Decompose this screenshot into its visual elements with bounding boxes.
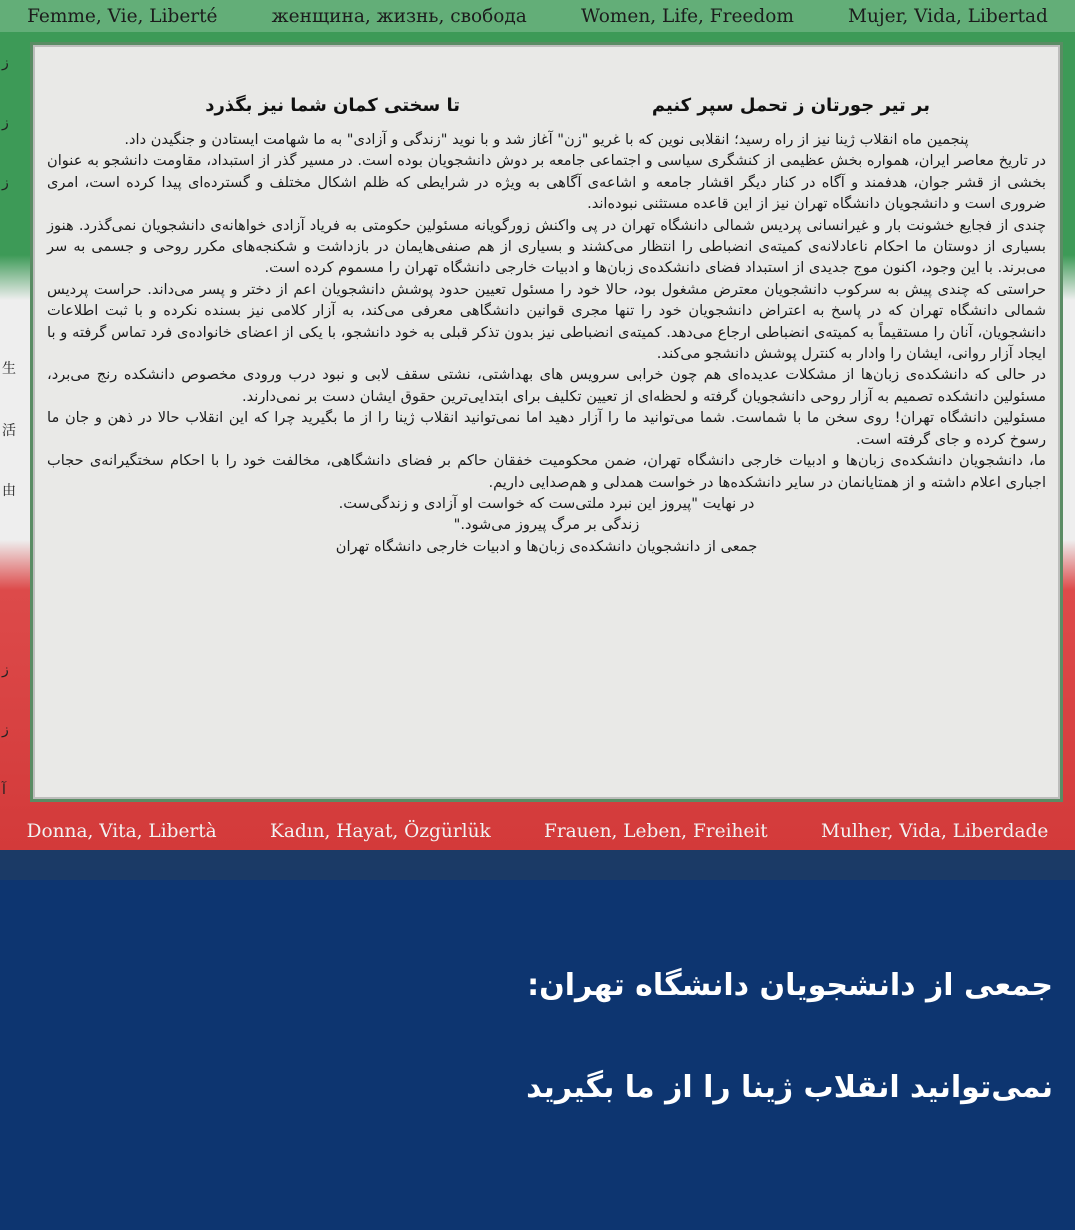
- slogan-russian: женщина, жизнь, свобода: [271, 5, 527, 27]
- side-char: ز: [2, 662, 9, 678]
- poem-hemistich-2: تا سختی کمان شما نیز بگذرد: [205, 95, 460, 116]
- side-slogan-left: [0, 40, 22, 820]
- paragraph: حراستی که چندی پیش به سرکوب دانشجویان معترض مشغول بود، حالا خود را مسئول تعیین حدود پوشش دانشجویان اعم از دختر و پسر می‌داند. حراست پردیس شمالی دانشگاه تهران که در پاسخ به اعتراض دانشجویان خود را تنها مجری قوانین دانشگاهی معرفی می‌کند، به آزار کلامی نیز بسنده نکرده و با ثبت اطلاعات دانشجویان، آنان را مستقیماً به کمیته‌ی انضباطی ارجاع می‌دهد. کمیته‌ی انضباطی نیز بدون تذکر قبلی به خود دانشجو، با یکی از اعضای خانواده‌ی فرد تماس گرفته و با ایجاد آزار روانی، ایشان را وادار به کنترل پوشش دانشجو می‌کند.: [47, 280, 1046, 363]
- banner-divider: [0, 850, 1075, 880]
- side-char: آ: [2, 782, 6, 798]
- side-char: ز: [2, 55, 9, 71]
- headline-banner: [0, 850, 1075, 1230]
- signature: جمعی از دانشجویان دانشکده‌ی زبان‌ها و ادبیات خارجی دانشگاه تهران: [335, 537, 758, 555]
- closing-line: در نهایت "پیروز این نبرد ملتی‌ست که خواست او آزادی و زندگی‌ست.: [338, 494, 755, 512]
- paragraph: ما، دانشجویان دانشکده‌ی زبان‌ها و ادبیات خارجی دانشگاه تهران، ضمن محکومیت خفقان حاکم بر فضای دانشگاهی، مخالفت خود را با احکام سختگیرانه‌ی حجاب اجباری اعلام داشته و از همتایانمان در سایر دانشکده‌ها در خواست همدلی و هم‌صدایی داریم.: [47, 452, 1046, 491]
- slogan-spanish: Mujer, Vida, Libertad: [848, 5, 1048, 27]
- intro-paragraph: پنجمین ماه انقلاب ژینا نیز از راه رسید؛ انقلابی نوین که با غریو "زن" آغاز شد و با نوید "زندگی و آزادی" به ما شهامت ایستادن و جنگیدن داد.: [124, 131, 969, 148]
- slogan-strip-top: [0, 0, 1075, 32]
- slogan-portuguese: Mulher, Vida, Liberdade: [821, 820, 1049, 842]
- closing-line: زندگی بر مرگ پیروز می‌شود.": [453, 516, 640, 534]
- paragraph: در حالی که دانشکده‌ی زبان‌ها از مشکلات عدیده‌ای هم چون خرابی سرویس های بهداشتی، نشتی سقف لابی و نبود درب ورودی مخصوص دانشکده رنج می‌برد، مسئولین دانشکده تصمیم به آزار روحی دانشجویان گرفته و لحظه‌ای از تعیین تکلیف برای ابتدایی‌ترین حقوق ایشان دست بر نمی‌دارند.: [47, 366, 1046, 405]
- paragraph: در تاریخ معاصر ایران، همواره بخش عظیمی از کنشگری سیاسی و اجتماعی جامعه بر دوش دانشجویان بوده است. در مسیر گذر از استبداد، مقاومت دانشجو به عنوان بخشی از قشر جوان، هدفمند و آگاه در کنار دیگر اقشار جامعه و اشاعه‌ی آگاهی به ویژه در شرایطی که ظلم اشکال مختلف و گسترده‌ای پیدا کرده است، امری ضروری است و دانشجویان دانشگاه تهران نیز از این قاعده مستثنی نبوده‌اند.: [47, 152, 1046, 213]
- headline-line-2: نمی‌توانید انقلاب ژینا را از ما بگیرید: [526, 1070, 1053, 1105]
- paragraph: مسئولین دانشگاه تهران! روی سخن ما با شماست. شما می‌توانید ما را آزار دهید اما نمی‌توانید انقلاب ژینا را از ما بگیرید چرا که این انقلاب حالا در ذهن و جان ما رسوخ کرده و جای گرفته است.: [47, 409, 1046, 448]
- slogan-german: Frauen, Leben, Freiheit: [544, 820, 768, 842]
- slogan-english: Women, Life, Freedom: [580, 5, 794, 27]
- slogan-strip-bottom: [0, 815, 1075, 847]
- headline-line-1: جمعی از دانشجویان دانشگاه تهران:: [527, 968, 1053, 1003]
- side-char: ز: [2, 175, 9, 191]
- side-char: 活: [2, 423, 16, 439]
- statement-body: [47, 129, 1046, 557]
- side-char: 由: [2, 483, 16, 499]
- side-char: 生: [2, 361, 16, 377]
- poem-verse: [33, 95, 1060, 121]
- statement-panel: [30, 42, 1063, 802]
- slogan-turkish: Kadın, Hayat, Özgürlük: [270, 820, 491, 842]
- paragraph: چندی از فجایع خشونت بار و غیرانسانی پردیس شمالی دانشگاه تهران در پی واکنش زورگویانه مسئولین حکومتی به فریاد آزادی خواهانه‌ی دانشجویان نمی‌گذرد. هنوز بسیاری از دوستان ما احکام ناعادلانه‌ی کمیته‌ی انضباطی را انتظار می‌کشند و بسیاری از هم صنفی‌هایمان در بازداشت و شکنجه‌های مکرر روحی و جسمی به سر می‌برند. با این وجود، اکنون موج جدیدی از استبداد فضای دانشکده‌ی زبان‌ها و ادبیات خارجی دانشگاه تهران را مسموم کرده است.: [47, 216, 1046, 277]
- slogan-italian: Donna, Vita, Libertà: [26, 820, 217, 842]
- side-char: ز: [2, 115, 9, 131]
- side-char: ز: [2, 722, 9, 738]
- slogan-french: Femme, Vie, Liberté: [27, 5, 218, 27]
- poem-hemistich-1: بر تیر جورتان ز تحمل سپر کنیم: [651, 95, 930, 116]
